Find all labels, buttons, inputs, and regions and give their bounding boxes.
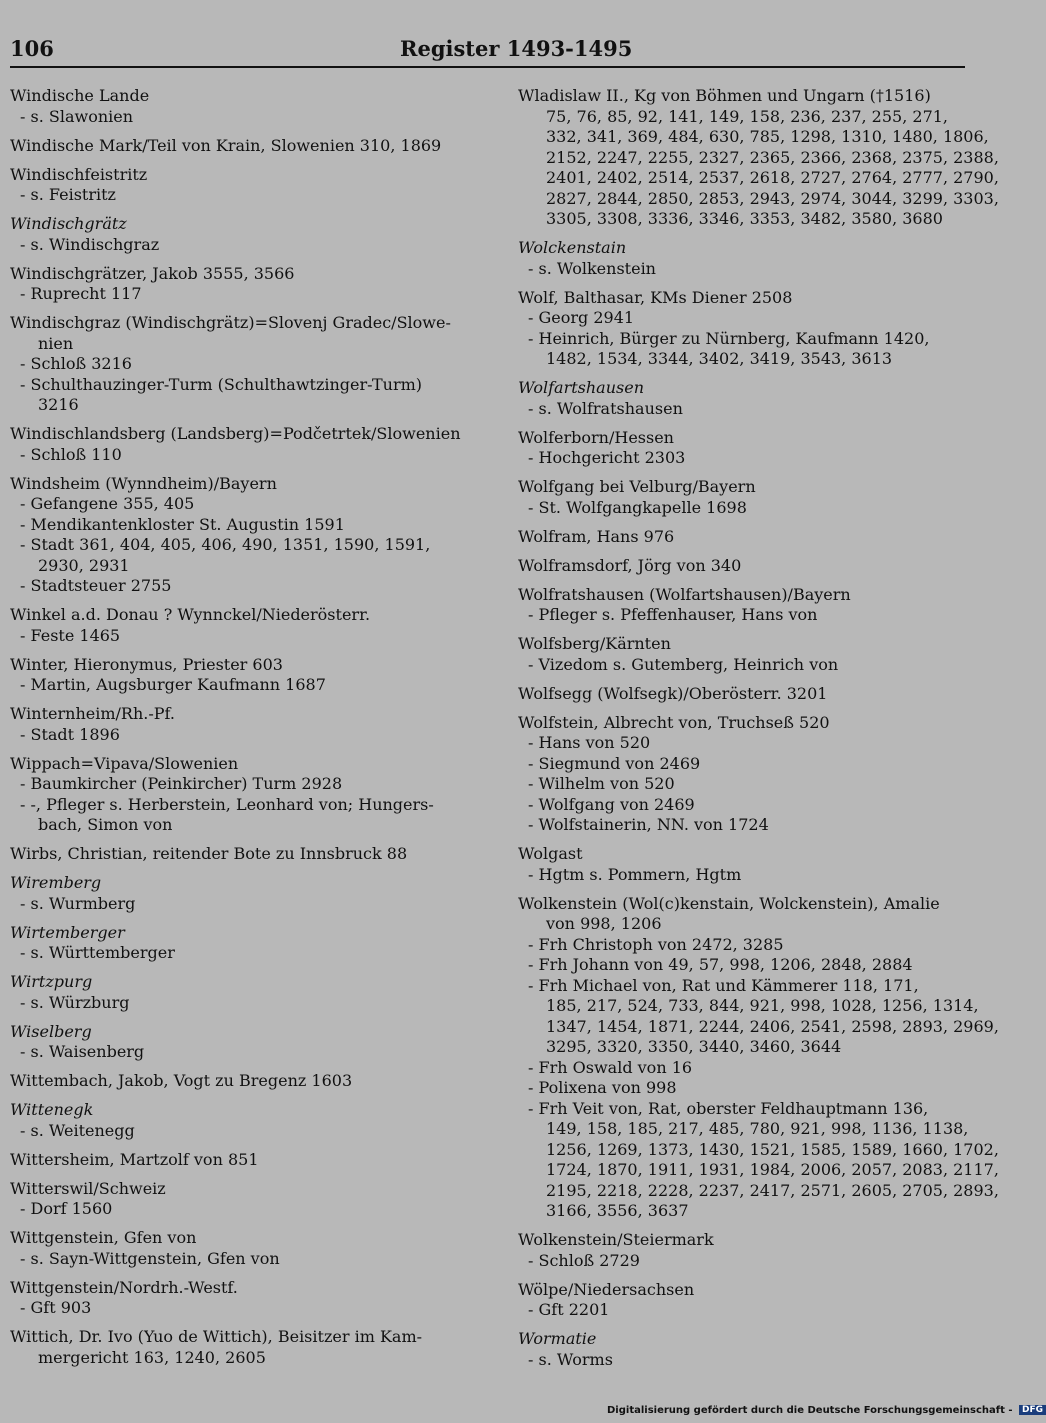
index-entry xyxy=(10,1278,465,1319)
index-entry-headword: Wolfartshausen xyxy=(518,378,644,397)
index-entry-headword: Wirtzpurg xyxy=(10,972,93,991)
index-entry-line: 3295, 3320, 3350, 3440, 3460, 3644 xyxy=(546,1037,842,1056)
index-entry-line: mergericht 163, 1240, 2605 xyxy=(38,1347,266,1367)
index-entry-line: - s. Slawonien xyxy=(20,106,134,126)
index-entry-line: - Ruprecht 117 xyxy=(20,284,142,303)
index-entry-headword: Wolf, Balthasar, KMs Diener 2508 xyxy=(518,287,793,307)
index-entry-headword: Wittenegk xyxy=(10,1100,94,1119)
index-entry xyxy=(10,704,465,745)
index-entry-line: 1724, 1870, 1911, 1931, 1984, 2006, 2057, 2083, 2117, xyxy=(546,1160,999,1179)
index-entry xyxy=(10,1228,465,1269)
index-entry xyxy=(10,923,465,964)
index-entry-line: 3216 xyxy=(38,395,79,414)
index-entry-headword: Wolfsegg (Wolfsegk)/Oberösterr. 3201 xyxy=(518,683,828,703)
index-entry-headword: Windische Mark/Teil von Krain, Slowenien 310, 1869 xyxy=(10,135,442,155)
index-entry xyxy=(518,844,973,885)
footer-credit xyxy=(607,1405,1046,1416)
index-entry-headword: Wolferborn/Hessen xyxy=(518,427,674,447)
index-entry-line: 1347, 1454, 1871, 2244, 2406, 2541, 2598, 2893, 2969, xyxy=(546,1016,999,1036)
index-entry-headword: Wölpe/Niedersachsen xyxy=(518,1279,695,1299)
index-entry-line: - s. Württemberger xyxy=(20,943,175,962)
index-entry xyxy=(518,713,973,836)
index-entry-line: - s. Wurmberg xyxy=(20,893,136,913)
index-entry-headword: Wittich, Dr. Ivo (Yuo de Wittich), Beisitzer im Kam- xyxy=(10,1327,423,1346)
index-entry-headword: Wolfram, Hans 976 xyxy=(518,526,675,546)
index-entry-line: - Feste 1465 xyxy=(20,625,121,645)
index-entry xyxy=(10,605,465,646)
index-entry-line: - Stadt 361, 404, 405, 406, 490, 1351, 1590, 1591, xyxy=(20,535,431,554)
index-entry-line: - Hans von 520 xyxy=(528,733,651,752)
index-entry xyxy=(10,754,465,836)
index-entry-line: - Mendikantenkloster St. Augustin 1591 xyxy=(20,514,345,534)
index-entry-line: 1256, 1269, 1373, 1430, 1521, 1585, 1589, 1660, 1702, xyxy=(546,1139,999,1159)
index-entry xyxy=(518,1230,973,1271)
index-entry-line: - Schulthauzinger-Turm (Schulthawtzinger-Turm) xyxy=(20,374,423,394)
index-entry xyxy=(518,634,973,675)
index-entry-headword: Winkel a.d. Donau ? Wynnckel/Niederösterr. xyxy=(10,605,371,624)
index-entry xyxy=(518,288,973,370)
index-entry xyxy=(10,1179,465,1220)
index-entry-headword: Wiselberg xyxy=(10,1021,92,1041)
index-entry-line: - s. Worms xyxy=(528,1349,613,1369)
index-entry-headword: Wittembach, Jakob, Vogt zu Bregenz 1603 xyxy=(10,1071,353,1090)
index-entry xyxy=(518,477,973,518)
footer-text: Digitalisierung gefördert durch die Deutsche Forschungsgemeinschaft - xyxy=(607,1405,1013,1416)
index-entry-headword: Wippach=Vipava/Slowenien xyxy=(10,753,239,773)
index-entry-headword: Witterswil/Schweiz xyxy=(10,1178,166,1198)
index-entry-line: - Vizedom s. Gutemberg, Heinrich von xyxy=(528,654,839,674)
index-entry xyxy=(518,1329,973,1370)
index-entry xyxy=(518,684,973,705)
index-entry-line: - Wolfgang von 2469 xyxy=(528,794,695,814)
index-entry-line: 2930, 2931 xyxy=(38,555,130,575)
index-entry-line: - s. Weitenegg xyxy=(20,1120,135,1140)
index-entry-line: - s. Wolfratshausen xyxy=(528,398,683,418)
index-entry-line: - Schloß 110 xyxy=(20,444,122,464)
index-entry-line: 332, 341, 369, 484, 630, 785, 1298, 1310, 1480, 1806, xyxy=(546,127,989,146)
index-entry xyxy=(518,378,973,419)
index-entry-headword: Wolkenstein (Wol(c)kenstain, Wolckenstein), Amalie xyxy=(518,893,940,913)
index-entry xyxy=(10,972,465,1013)
index-entry-headword: Wolfgang bei Velburg/Bayern xyxy=(518,477,756,496)
index-entry-line: - Martin, Augsburger Kaufmann 1687 xyxy=(20,675,326,694)
index-entry-line: - s. Feistritz xyxy=(20,185,116,204)
index-entry xyxy=(10,214,465,255)
index-entry-line: 3166, 3556, 3637 xyxy=(546,1201,689,1220)
index-entry-line: 2827, 2844, 2850, 2853, 2943, 2974, 3044, 3299, 3303, xyxy=(546,188,999,208)
index-entry xyxy=(518,86,999,230)
index-entry xyxy=(518,238,973,279)
index-entry-line: - Schloß 3216 xyxy=(20,354,132,373)
index-entry-headword: Wolckenstain xyxy=(518,238,627,257)
index-entry-line: - Hgtm s. Pommern, Hgtm xyxy=(528,864,742,884)
index-entry xyxy=(10,136,465,157)
index-entry xyxy=(10,424,465,465)
index-entry-line: - Dorf 1560 xyxy=(20,1199,113,1218)
index-entry-line: - -, Pfleger s. Herberstein, Leonhard von; Hungers- xyxy=(20,794,434,814)
index-entry xyxy=(10,873,465,914)
index-entry-line: - Baumkircher (Peinkircher) Turm 2928 xyxy=(20,774,343,793)
index-entry-line: - Polixena von 998 xyxy=(528,1078,677,1097)
index-entry-line: - Hochgericht 2303 xyxy=(528,448,686,467)
index-entry-headword: Windischlandsberg (Landsberg)=Podčetrtek/Slowenien xyxy=(10,424,461,443)
index-entry-headword: Wolfratshausen (Wolfartshausen)/Bayern xyxy=(518,584,851,604)
index-entry-line: - s. Windischgraz xyxy=(20,234,160,254)
index-entry xyxy=(10,86,465,127)
running-head: Register 1493-1495 xyxy=(400,36,633,61)
index-entry-line: - Gefangene 355, 405 xyxy=(20,494,195,513)
index-entry-line: - s. Sayn-Wittgenstein, Gfen von xyxy=(20,1248,280,1268)
index-entry-line: - Siegmund von 2469 xyxy=(528,753,701,773)
index-entry-line: - Schloß 2729 xyxy=(528,1250,640,1270)
index-entry-line: - s. Wolkenstein xyxy=(528,258,656,278)
index-entry-headword: Wolgast xyxy=(518,844,583,863)
index-entry-headword: Wolframsdorf, Jörg von 340 xyxy=(518,555,742,575)
index-entry-line: - Stadt 1896 xyxy=(20,724,120,744)
index-entry xyxy=(10,1022,465,1063)
index-entry-headword: Wittgenstein, Gfen von xyxy=(10,1228,197,1247)
index-entry xyxy=(518,1280,973,1321)
index-entry-headword: Wirtemberger xyxy=(10,922,125,942)
index-entry-line: - Wolfstainerin, NN. von 1724 xyxy=(528,815,769,834)
index-entry-headword: Windische Lande xyxy=(10,86,150,105)
index-entry-headword: Wormatie xyxy=(518,1329,597,1348)
index-entry-headword: Wolfsberg/Kärnten xyxy=(518,634,671,653)
index-entry-line: - Gft 2201 xyxy=(528,1300,610,1319)
index-entry-line: - Georg 2941 xyxy=(528,308,635,327)
index-entry-line: - Wilhelm von 520 xyxy=(528,774,675,793)
index-entry-line: - Frh Christoph von 2472, 3285 xyxy=(528,934,784,954)
index-entry-line: 149, 158, 185, 217, 485, 780, 921, 998, 1136, 1138, xyxy=(546,1119,969,1138)
index-entry-line: - s. Würzburg xyxy=(20,992,130,1012)
index-entry xyxy=(10,1100,465,1141)
index-entry-line: - Gft 903 xyxy=(20,1298,92,1317)
index-entry-headword: Windischgraz (Windischgrätz)=Slovenj Gradec/Slowe- xyxy=(10,313,451,332)
index-entry xyxy=(10,1327,465,1368)
index-entry-line: 2401, 2402, 2514, 2537, 2618, 2727, 2764, 2777, 2790, xyxy=(546,168,999,187)
index-entry xyxy=(518,556,973,577)
index-entry xyxy=(518,893,999,1222)
index-entry xyxy=(10,844,465,865)
index-entry xyxy=(10,264,465,305)
index-entry-line: 75, 76, 85, 92, 141, 149, 158, 236, 237, 255, 271, xyxy=(546,106,949,126)
index-entry-headword: Wittgenstein/Nordrh.-Westf. xyxy=(10,1277,238,1297)
index-entry xyxy=(518,428,973,469)
index-entry-headword: Windsheim (Wynndheim)/Bayern xyxy=(10,473,277,493)
index-entry xyxy=(10,655,465,696)
index-entry-line: 185, 217, 524, 733, 844, 921, 998, 1028, 1256, 1314, xyxy=(546,996,979,1015)
index-entry-headword: Windischgrätzer, Jakob 3555, 3566 xyxy=(10,263,295,283)
index-entry-headword: Wladislaw II., Kg von Böhmen und Ungarn (†1516) xyxy=(518,86,931,105)
index-entry-line: - s. Waisenberg xyxy=(20,1042,145,1061)
index-entry-line: 3305, 3308, 3336, 3346, 3353, 3482, 3580, 3680 xyxy=(546,209,943,228)
index-entry xyxy=(518,527,973,548)
index-entry-line: 1482, 1534, 3344, 3402, 3419, 3543, 3613 xyxy=(546,349,893,368)
dfg-logo: DFG xyxy=(1019,1405,1046,1415)
index-entry xyxy=(10,474,465,597)
index-entry-headword: Wolfstein, Albrecht von, Truchseß 520 xyxy=(518,712,830,732)
index-entry-line: von 998, 1206 xyxy=(546,914,662,933)
index-entry-line: - St. Wolfgangkapelle 1698 xyxy=(528,497,747,517)
index-column-right xyxy=(518,86,999,1379)
index-entry-line: - Frh Johann von 49, 57, 998, 1206, 2848, 2884 xyxy=(528,955,913,974)
index-entry-headword: Wiremberg xyxy=(10,873,102,892)
index-entry xyxy=(10,1071,465,1092)
index-entry-line: 2195, 2218, 2228, 2237, 2417, 2571, 2605, 2705, 2893, xyxy=(546,1180,999,1200)
index-entry-headword: Windischgrätz xyxy=(10,214,127,233)
index-entry xyxy=(10,313,465,416)
index-entry xyxy=(518,585,973,626)
index-entry-headword: Wirbs, Christian, reitender Bote zu Innsbruck 88 xyxy=(10,844,408,863)
index-entry-headword: Winter, Hieronymus, Priester 603 xyxy=(10,654,283,674)
index-entry-line: nien xyxy=(38,333,74,353)
index-entry-line: - Frh Veit von, Rat, oberster Feldhauptmann 136, xyxy=(528,1098,929,1118)
index-entry-headword: Wolkenstein/Steiermark xyxy=(518,1230,714,1249)
index-entry-line: 2152, 2247, 2255, 2327, 2365, 2366, 2368, 2375, 2388, xyxy=(546,147,999,167)
page-header xyxy=(10,36,965,68)
index-entry-headword: Wittersheim, Martzolf von 851 xyxy=(10,1149,259,1169)
index-entry-line: - Pfleger s. Pfeffenhauser, Hans von xyxy=(528,605,818,624)
page-number: 106 xyxy=(10,36,54,61)
index-entry xyxy=(10,1150,465,1171)
index-column-left xyxy=(10,86,465,1377)
index-entry-headword: Windischfeistritz xyxy=(10,164,148,184)
index-entry xyxy=(10,165,465,206)
index-entry-line: - Frh Michael von, Rat und Kämmerer 118, 171, xyxy=(528,975,919,995)
index-entry-headword: Winternheim/Rh.-Pf. xyxy=(10,704,175,723)
index-entry-line: - Stadtsteuer 2755 xyxy=(20,576,172,595)
index-entry-line: - Frh Oswald von 16 xyxy=(528,1057,693,1077)
index-entry-line: bach, Simon von xyxy=(38,815,173,834)
index-entry-line: - Heinrich, Bürger zu Nürnberg, Kaufmann 1420, xyxy=(528,328,930,348)
